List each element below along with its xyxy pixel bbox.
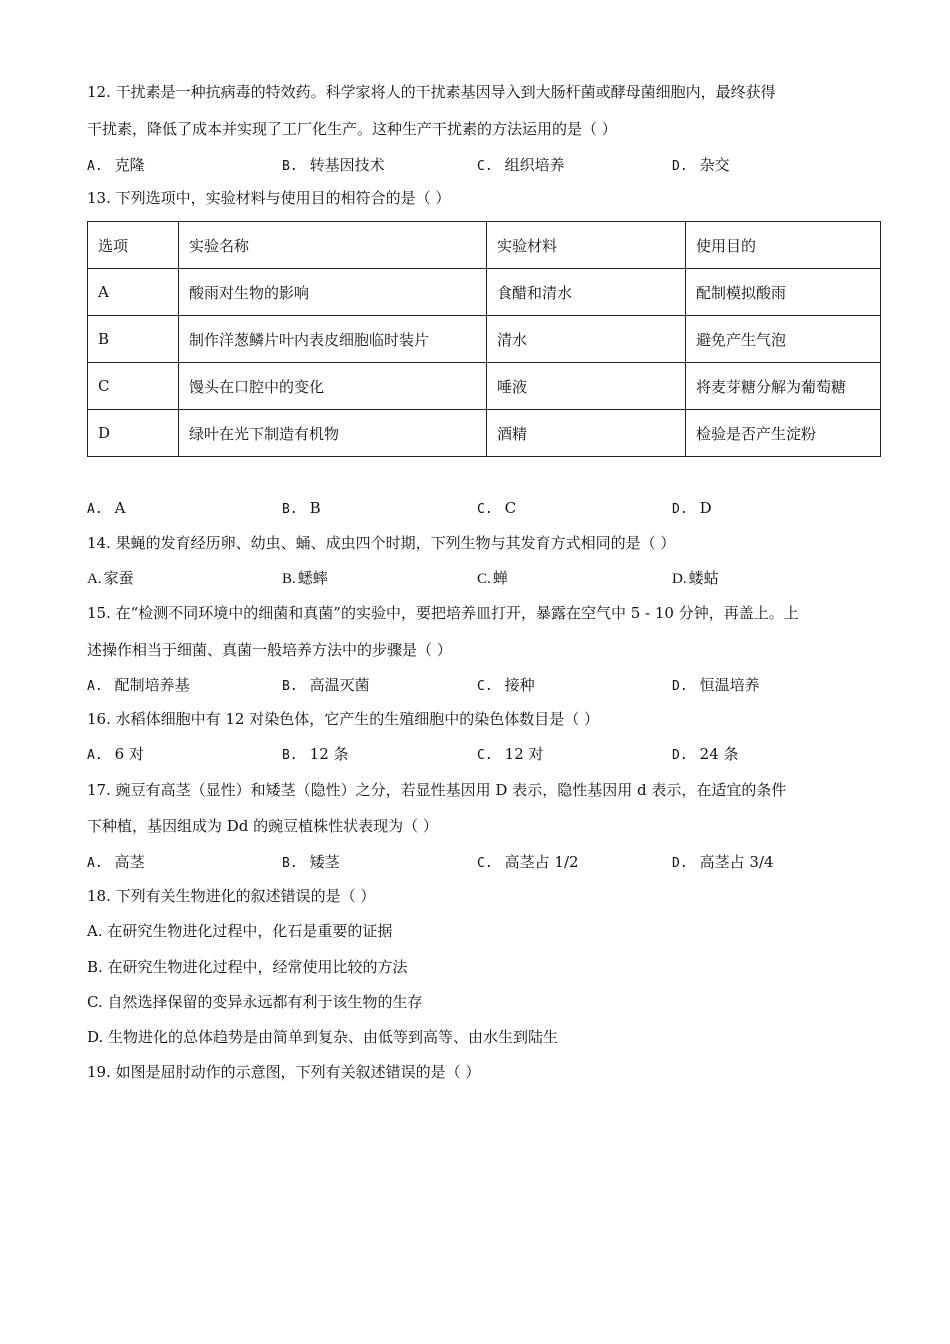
table-row xyxy=(88,316,881,363)
table-row xyxy=(88,269,881,316)
q14-option-a[interactable]: A. 家蚕 xyxy=(87,569,134,587)
table-cell: 食醋和清水 xyxy=(487,269,686,316)
q15-stem-line1: 15. 在“检测不同环境中的细菌和真菌”的实验中，要把培养皿打开，暴露在空气中 5 - 10 分钟，再盖上。上 xyxy=(87,604,799,622)
q13-option-d[interactable]: D. D xyxy=(672,499,712,517)
q12-option-d[interactable]: D. 杂交 xyxy=(672,156,730,174)
q16-option-d[interactable]: D. 24 条 xyxy=(672,745,739,763)
table-header-cell: 选项 xyxy=(88,222,179,269)
q13-options xyxy=(87,498,877,518)
q12-stem-line1: 12. 干扰素是一种抗病毒的特效药。科学家将人的干扰素基因导入到大肠杆菌或酵母菌细胞内，最终获得 xyxy=(87,83,776,101)
table-cell: 酸雨对生物的影响 xyxy=(179,269,487,316)
q19-stem: 19. 如图是屈肘动作的示意图，下列有关叙述错误的是（ ） xyxy=(87,1063,481,1081)
table-row xyxy=(88,363,881,410)
q15-option-d[interactable]: D. 恒温培养 xyxy=(672,676,760,694)
q15-option-a[interactable]: A. 配制培养基 xyxy=(87,676,190,694)
q14-stem: 14. 果蝇的发育经历卵、幼虫、蛹、成虫四个时期，下列生物与其发育方式相同的是（ ） xyxy=(87,534,676,552)
table-header-cell: 实验名称 xyxy=(179,222,487,269)
q12-stem-line2: 干扰素，降低了成本并实现了工厂化生产。这种生产干扰素的方法运用的是（ ） xyxy=(87,120,617,138)
table-cell: 唾液 xyxy=(487,363,686,410)
q17-stem-line1: 17. 豌豆有高茎（显性）和矮茎（隐性）之分，若显性基因用 D 表示，隐性基因用 d 表示，在适宜的条件 xyxy=(87,781,787,799)
table-cell: 清水 xyxy=(487,316,686,363)
table-cell: 检验是否产生淀粉 xyxy=(686,410,881,457)
table-cell: 制作洋葱鳞片叶内表皮细胞临时装片 xyxy=(179,316,487,363)
q13-stem: 13. 下列选项中，实验材料与使用目的相符合的是（ ） xyxy=(87,189,451,207)
table-cell: 将麦芽糖分解为葡萄糖 xyxy=(686,363,881,410)
q18-option-a[interactable]: A. 在研究生物进化过程中，化石是重要的证据 xyxy=(87,922,393,940)
table-cell: 酒精 xyxy=(487,410,686,457)
table-cell: A xyxy=(88,269,179,316)
q12-option-a[interactable]: A. 克隆 xyxy=(87,156,145,174)
q16-option-c[interactable]: C. 12 对 xyxy=(477,745,544,763)
q17-stem-line2: 下种植，基因组成为 Dd 的豌豆植株性状表现为（ ） xyxy=(87,817,438,835)
q13-experiment-table xyxy=(87,221,881,457)
table-header-cell: 实验材料 xyxy=(487,222,686,269)
q13-option-a[interactable]: A. A xyxy=(87,499,126,517)
q16-option-a[interactable]: A. 6 对 xyxy=(87,745,144,763)
q12-option-c[interactable]: C. 组织培养 xyxy=(477,156,565,174)
q16-stem: 16. 水稻体细胞中有 12 对染色体，它产生的生殖细胞中的染色体数目是（ ） xyxy=(87,710,600,728)
q16-option-b[interactable]: B. 12 条 xyxy=(282,745,349,763)
q14-option-d[interactable]: D. 蝼蛄 xyxy=(672,569,719,587)
table-cell: 馒头在口腔中的变化 xyxy=(179,363,487,410)
q17-option-b[interactable]: B. 矮茎 xyxy=(282,853,340,871)
q15-option-b[interactable]: B. 高温灭菌 xyxy=(282,676,370,694)
q16-options xyxy=(87,744,877,764)
q13-option-b[interactable]: B. B xyxy=(282,499,321,517)
q18-option-c[interactable]: C. 自然选择保留的变异永远都有利于该生物的生存 xyxy=(87,993,423,1011)
q12-option-b[interactable]: B. 转基因技术 xyxy=(282,156,385,174)
table-cell: D xyxy=(88,410,179,457)
q14-options xyxy=(87,568,877,588)
q15-options xyxy=(87,675,877,695)
table-cell: 配制模拟酸雨 xyxy=(686,269,881,316)
table-cell: 避免产生气泡 xyxy=(686,316,881,363)
q14-option-c[interactable]: C. 蝉 xyxy=(477,569,508,587)
q15-option-c[interactable]: C. 接种 xyxy=(477,676,535,694)
q12-options xyxy=(87,155,877,175)
q17-option-a[interactable]: A. 高茎 xyxy=(87,853,145,871)
q15-stem-line2: 述操作相当于细菌、真菌一般培养方法中的步骤是（ ） xyxy=(87,641,452,659)
q17-option-c[interactable]: C. 高茎占 1/2 xyxy=(477,853,579,871)
q18-option-d[interactable]: D. 生物进化的总体趋势是由简单到复杂、由低等到高等、由水生到陆生 xyxy=(87,1028,559,1046)
q18-option-b[interactable]: B. 在研究生物进化过程中，经常使用比较的方法 xyxy=(87,958,408,976)
q13-option-c[interactable]: C. C xyxy=(477,499,517,517)
table-cell: C xyxy=(88,363,179,410)
table-header-row xyxy=(88,222,881,269)
q17-options xyxy=(87,852,877,872)
table-row xyxy=(88,410,881,457)
q17-option-d[interactable]: D. 高茎占 3/4 xyxy=(672,853,774,871)
q18-stem: 18. 下列有关生物进化的叙述错误的是（ ） xyxy=(87,887,376,905)
table-cell: B xyxy=(88,316,179,363)
table-cell: 绿叶在光下制造有机物 xyxy=(179,410,487,457)
table-header-cell: 使用目的 xyxy=(686,222,881,269)
q14-option-b[interactable]: B. 蟋蟀 xyxy=(282,569,328,587)
